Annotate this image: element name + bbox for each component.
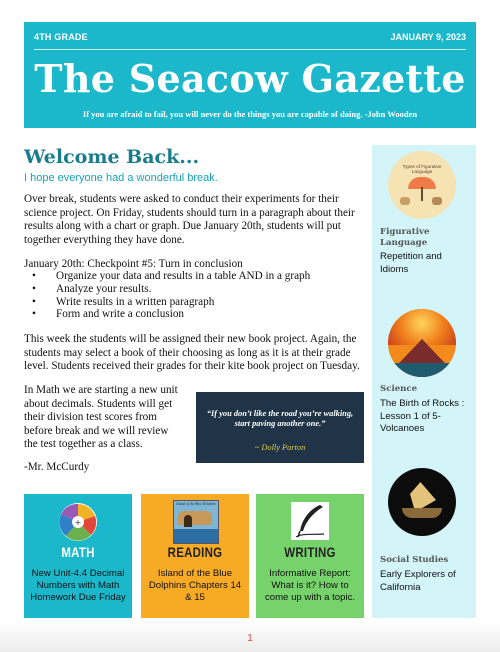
quill-icon — [290, 501, 330, 541]
newsletter-title: The Seacow Gazette — [34, 56, 466, 101]
signature: -Mr. McCurdy — [24, 461, 90, 473]
math-paragraph: In Math we are starting a new unit about decimals. Students will get their division test scores from before break and we will review the test together as a class. — [24, 384, 178, 450]
math-card-text: New Unit-4.4 Decimal Numbers with Math Homework Due Friday — [30, 568, 126, 603]
grade-label: 4TH GRADE — [34, 32, 88, 42]
book-cover-image — [173, 500, 219, 544]
math-icon — [58, 502, 98, 542]
quote-author: ~ Dolly Parton — [254, 443, 306, 452]
figurative-language-image — [388, 151, 456, 219]
science-title: Science — [380, 384, 418, 394]
writing-card-text: Informative Report: What is it? How to come up with a topic. — [264, 568, 356, 603]
quote-box — [196, 392, 364, 463]
writing-card-heading: WRITING — [284, 544, 336, 560]
science-paragraph: Over break, students were asked to conduct their experiments for their science project. On Friday, students should turn in a paragraph about their results along with a chart or graph. Due January 20th, students will put together everything they have done. — [24, 193, 355, 246]
list-item: • Analyze your results. — [32, 283, 310, 296]
social-studies-title: Social Studies — [380, 555, 449, 565]
checkpoint-list — [32, 270, 310, 321]
quote-text: “If you don’t like the road you’re walking, start paving another one.” — [206, 409, 354, 429]
figurative-language-text: Repetition and Idioms — [380, 251, 442, 275]
reading-card-heading: READING — [167, 544, 223, 560]
issue-date: JANUARY 9, 2023 — [390, 32, 466, 42]
figurative-language-title: Figurative Language — [380, 227, 430, 248]
checkpoint-line: January 20th: Checkpoint #5: Turn in conclusion — [24, 258, 243, 270]
figurative-language-image-caption: Types of Figurative Language — [402, 164, 442, 175]
book-cover-title: Island of the Blue Dolphins — [176, 502, 216, 506]
reading-card[interactable] — [141, 494, 249, 618]
math-card[interactable] — [24, 494, 132, 618]
reading-card-text: Island of the Blue Dolphins Chapters 14 & 15 — [148, 568, 242, 603]
masthead-quote: If you are afraid to fail, you will never do the things you are capable of doing. -John Wooden — [82, 109, 418, 119]
masthead-divider — [34, 49, 466, 50]
list-item: • Form and write a conclusion — [32, 308, 310, 321]
welcome-subheading: I hope everyone had a wonderful break. — [24, 172, 218, 184]
explorer-ship-image — [388, 468, 456, 536]
book-project-paragraph: This week the students will be assigned their new book project. Again, the students may select a book of their choosing as long as it is at their grade level. Students received their grades for their kite book project on Tuesday. — [24, 333, 360, 372]
list-item: • Write results in a written paragraph — [32, 296, 310, 309]
masthead — [24, 22, 476, 128]
science-text: The Birth of Rocks : Lesson 1 of 5- Volcanoes — [380, 398, 465, 434]
math-card-heading: MATH — [61, 544, 95, 560]
page-number: 1 — [247, 633, 253, 644]
volcano-image — [388, 309, 456, 377]
writing-card[interactable] — [256, 494, 364, 618]
social-studies-text: Early Explorers of California — [380, 569, 456, 593]
welcome-heading: Welcome Back... — [24, 146, 200, 168]
list-item: • Organize your data and results in a table AND in a graph — [32, 270, 310, 283]
svg-text:+: + — [74, 518, 82, 527]
sidebar — [372, 145, 476, 618]
